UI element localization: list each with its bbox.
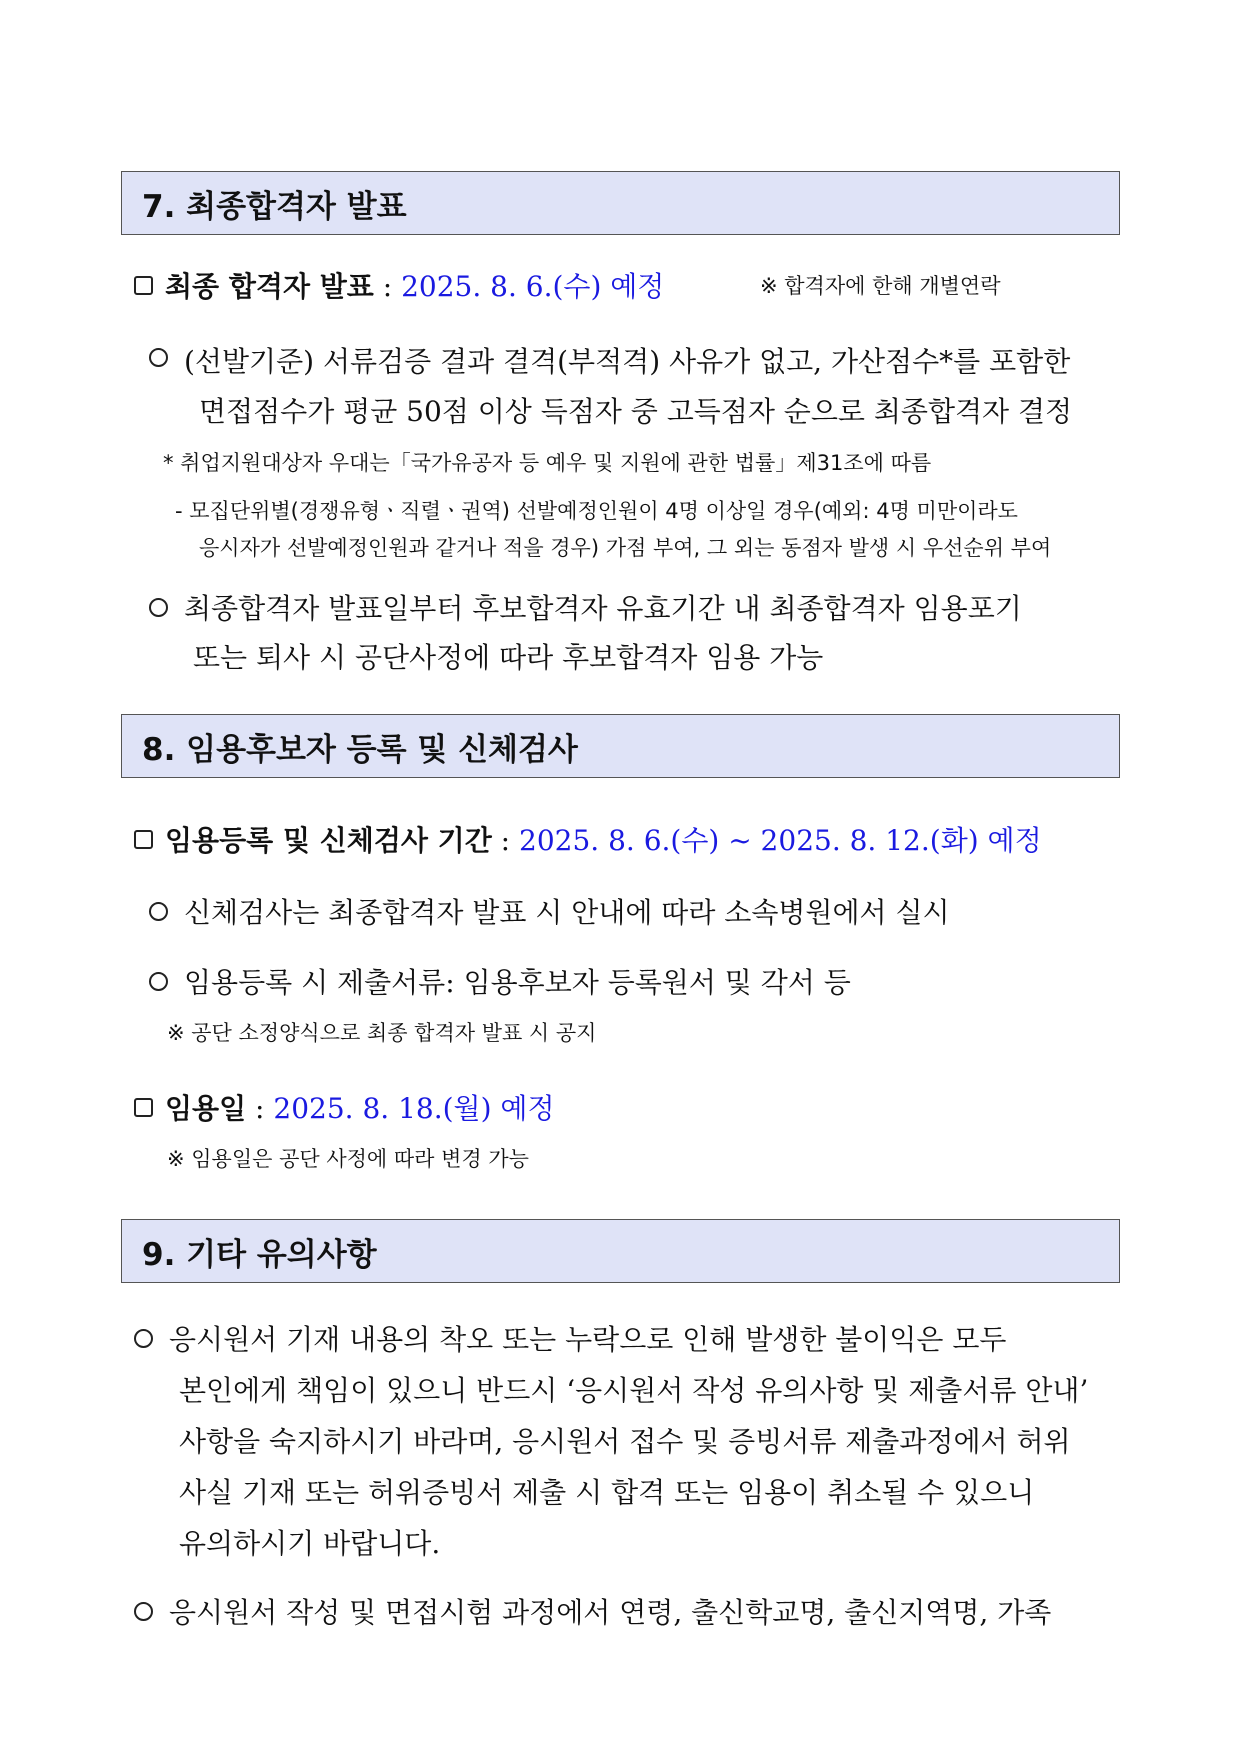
checkbox-square-icon — [134, 1098, 153, 1117]
section-7-title: 7. 최종합격자 발표 — [142, 188, 407, 225]
s7-contact-note: ※ 합격자에 한해 개별연락 — [760, 274, 1001, 298]
s9-bullet-2-line-1 — [134, 1591, 1051, 1631]
s7-announce-date: 2025. 8. 6.(수) 예정 — [401, 270, 665, 303]
s8-b1-text: 신체검사는 최종합격자 발표 시 안내에 따라 소속병원에서 실시 — [184, 896, 950, 929]
s7-bullet-2-line-1 — [149, 587, 1022, 627]
checkbox-square-icon — [134, 276, 153, 295]
s7-bullet-1-line-1 — [149, 340, 1120, 380]
circle-bullet-icon — [149, 902, 168, 921]
s9-b1-text-1: 응시원서 기재 내용의 착오 또는 누락으로 인해 발생한 불이익은 모두 — [169, 1323, 1007, 1356]
s8-b2-text: 임용등록 시 제출서류: 임용후보자 등록원서 및 각서 등 — [184, 966, 851, 999]
s7-footnote-2-line-2: 응시자가 선발예정인원과 같거나 적을 경우) 가점 부여, 그 외는 동점자 발생 시 우선순위 부여 — [199, 536, 1052, 560]
circle-bullet-icon — [134, 1329, 153, 1348]
section-8-header — [121, 714, 1120, 778]
s9-b1-text-3: 사항을 숙지하시기 바라며, 응시원서 접수 및 증빙서류 제출과정에서 허위 — [179, 1425, 1071, 1458]
s9-bullet-1-line-1 — [134, 1318, 1006, 1358]
section-8-title: 8. 임용후보자 등록 및 신체검사 — [142, 731, 578, 768]
colon: : — [246, 1092, 274, 1125]
colon: : — [491, 824, 520, 857]
section-7-header — [121, 171, 1120, 235]
s8-item-appointment — [134, 1087, 555, 1127]
s7-item-announcement — [134, 265, 664, 305]
section-9-title: 9. 기타 유의사항 — [142, 1236, 377, 1273]
checkbox-square-icon — [134, 830, 153, 849]
s8-item2-label: 임용일 — [165, 1092, 247, 1125]
s8-period-date: 2025. 8. 6.(수) ~ 2025. 8. 12.(화) 예정 — [519, 824, 1042, 857]
s7-b1-text-2: 면접점수가 평균 50점 이상 득점자 중 고득점자 순으로 최종합격자 결정 — [199, 395, 1073, 428]
colon: : — [373, 270, 402, 303]
circle-bullet-icon — [149, 598, 168, 617]
s8-note-1: ※ 공단 소정양식으로 최종 합격자 발표 시 공지 — [167, 1021, 597, 1045]
s8-note-2: ※ 임용일은 공단 사정에 따라 변경 가능 — [167, 1147, 529, 1171]
s8-bullet-1 — [149, 891, 950, 931]
circle-bullet-icon — [134, 1602, 153, 1621]
s7-footnote-2-line-1: - 모집단위별(경쟁유형ㆍ직렬ㆍ권역) 선발예정인원이 4명 이상일 경우(예외: 4명 미만이라도 — [175, 499, 1018, 523]
s7-footnote-1: * 취업지원대상자 우대는「국가유공자 등 예우 및 지원에 관한 법률」제31조에 따름 — [163, 451, 932, 475]
section-9-header — [121, 1219, 1120, 1283]
s7-b2-text-2: 또는 퇴사 시 공단사정에 따라 후보합격자 임용 가능 — [193, 641, 824, 674]
s8-item-period — [134, 819, 1042, 859]
s9-b1-text-4: 사실 기재 또는 허위증빙서 제출 시 합격 또는 임용이 취소될 수 있으니 — [179, 1476, 1035, 1509]
s8-item-label: 임용등록 및 신체검사 기간 — [165, 824, 492, 857]
s8-bullet-2 — [149, 961, 851, 1001]
circle-bullet-icon — [149, 972, 168, 991]
circle-bullet-icon — [149, 348, 168, 367]
s9-b2-text-1: 응시원서 작성 및 면접시험 과정에서 연령, 출신학교명, 출신지역명, 가족 — [169, 1596, 1052, 1629]
s8-appointment-date: 2025. 8. 18.(월) 예정 — [273, 1092, 555, 1125]
s7-item-label: 최종 합격자 발표 — [165, 270, 374, 303]
s7-b1-text-1: (선발기준) 서류검증 결과 결격(부적격) 사유가 없고, 가산점수*를 포함한 — [184, 345, 1071, 378]
s9-b1-text-5: 유의하시기 바랍니다. — [179, 1527, 441, 1560]
s7-b2-text-1: 최종합격자 발표일부터 후보합격자 유효기간 내 최종합격자 임용포기 — [184, 592, 1022, 625]
s9-b1-text-2: 본인에게 책임이 있으니 반드시 ‘응시원서 작성 유의사항 및 제출서류 안내’ — [179, 1374, 1089, 1407]
